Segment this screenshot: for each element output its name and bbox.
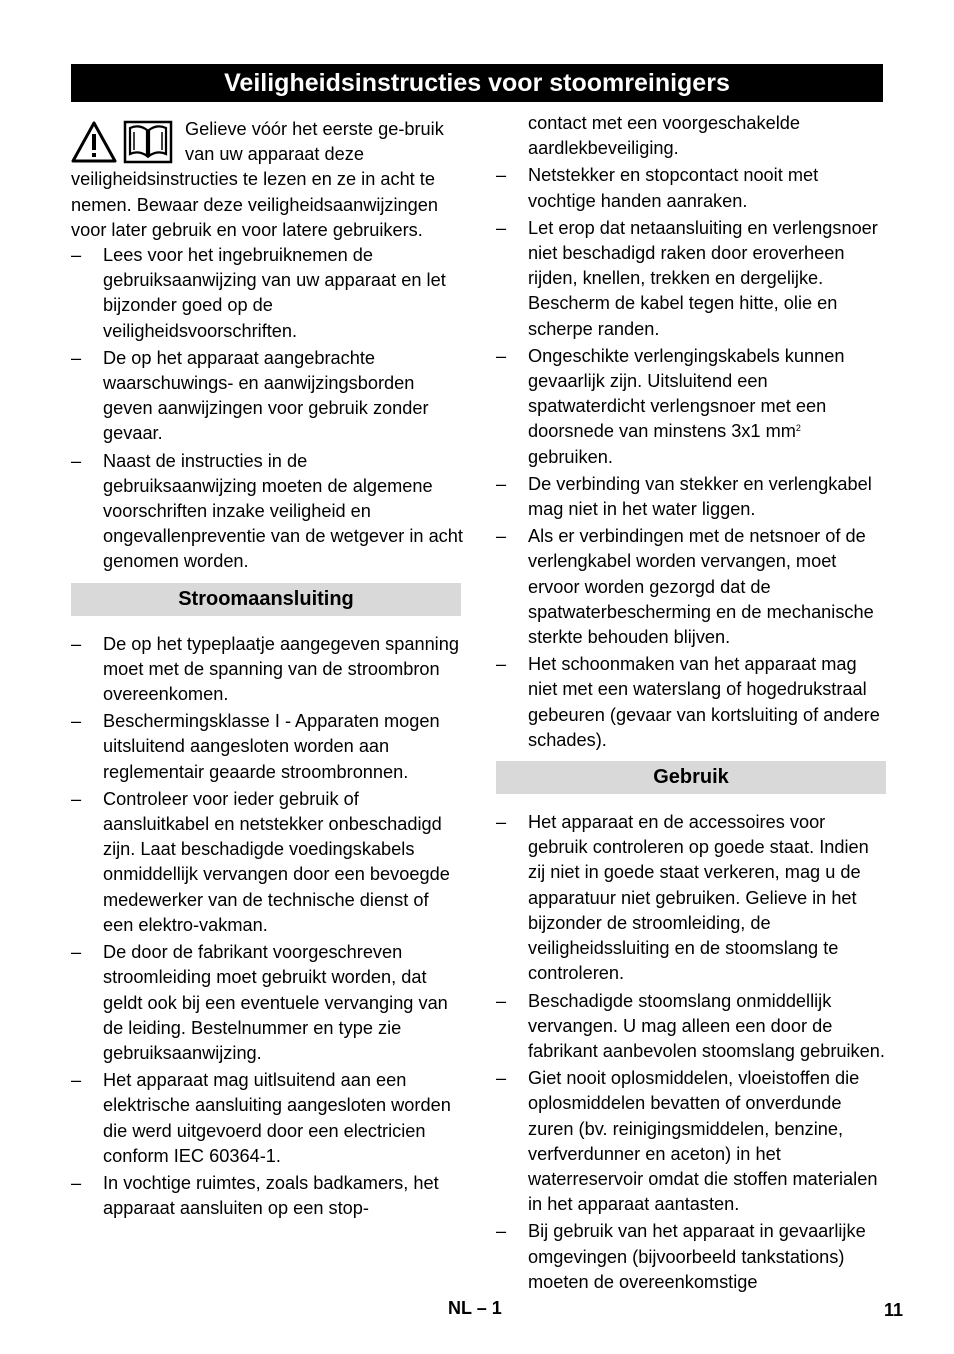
list-item-text: Het schoonmaken van het apparaat mag niet met een waterslang of hogedrukstraal gebeuren (gevaar van kortsluiting of andere schades). (528, 654, 880, 750)
footer-lang: NL (448, 1298, 472, 1318)
list-item (496, 652, 888, 753)
list-item (496, 163, 888, 213)
list-item (71, 709, 463, 785)
dash-marker: – (71, 450, 82, 471)
left-column (71, 117, 463, 1223)
list-item-text: Netstekker en stopcontact nooit met vochtige handen aanraken. (528, 165, 819, 211)
list-item (71, 243, 463, 344)
list-item (71, 940, 463, 1066)
intro-icons (71, 120, 175, 166)
warning-triangle-icon (71, 120, 117, 164)
dash-marker: – (496, 654, 507, 675)
list-item (496, 810, 888, 986)
list-item (496, 1066, 888, 1217)
list-item (71, 1171, 463, 1221)
list-item (71, 1068, 463, 1169)
dash-marker: – (496, 1068, 507, 1089)
list-item-text: contact met een voorgeschakelde aardlekbeveiliging. (528, 113, 800, 159)
list-item-text: De verbinding van stekker en verlengkabel mag niet in het water liggen. (528, 473, 872, 520)
list-item (496, 1219, 888, 1295)
list-item-text: Het apparaat en de accessoires voor gebruik controleren op goede staat. Indien zij niet in goede staat verkeren, mag u de apparatuur niet gebruiken. Gelieve in het bijzonder de stroomleiding, de veiligheidssluiting en de stoomslang te controleren. (528, 812, 869, 984)
list-item (496, 216, 888, 342)
dash-marker: – (71, 942, 82, 963)
list-item-text: Let erop dat netaansluiting en verlengsnoer niet beschadigd raken door eroverheen rijden, knellen, trekken en dergelijke. Bescherm de kabel tegen hitte, olie en scherpe randen. (528, 217, 878, 339)
intro-block (71, 117, 463, 243)
list-item-text: De door de fabrikant voorgeschreven stroomleiding moet gebruikt worden, dat geldt ook bij een eventuele vervanging van de leiding. Bestelnummer en type zie gebruiksaanwijzing. (103, 942, 448, 1063)
page-title: Veiligheidsinstructies voor stoomreinigers (71, 64, 883, 102)
dash-marker: – (496, 217, 507, 238)
section-heading-power: Stroomaansluiting (71, 583, 461, 616)
list-item-text: Controleer voor ieder gebruik of aansluitkabel en netstekker onbeschadigd zijn. Laat beschadigde voedingskabels onmiddellijk vervangen door een bevoegde medewerker van de technische dienst of een elektro-vakman. (103, 788, 450, 935)
dash-marker: – (71, 347, 82, 368)
dash-marker: – (496, 1221, 507, 1242)
list-item (496, 989, 888, 1065)
list-item-text: Bij gebruik van het apparaat in gevaarlijke omgevingen (bijvoorbeeld tankstations) moeten de overeenkomstige (528, 1221, 866, 1292)
superscript: 2 (795, 423, 801, 434)
list-item-text: Het apparaat mag uitlsuitend aan een elektrische aansluiting aangesloten worden die werd uitgevoerd door een electricien conform IEC 60364-1. (103, 1070, 451, 1166)
dash-marker: – (71, 245, 82, 266)
list-item (71, 787, 463, 938)
dash-marker: – (496, 473, 507, 494)
manual-book-icon (123, 120, 173, 164)
page-number: 11 (883, 1300, 903, 1320)
list-item (71, 632, 463, 708)
list-item (71, 346, 463, 447)
list-item-text: In vochtige ruimtes, zoals badkamers, het apparaat aansluiten op een stop- (103, 1172, 439, 1219)
dash-marker: – (71, 788, 82, 809)
dash-marker: – (71, 1172, 82, 1193)
dash-marker: – (71, 1070, 82, 1091)
list-item-text: Lees voor het ingebruiknemen de gebruiksaanwijzing van uw apparaat en let bijzonder goed op de veiligheidsvoorschriften. (103, 245, 446, 341)
list-item-text: De op het typeplaatje aangegeven spanning moet met de spanning van de stroombron overeenkomen. (103, 633, 459, 705)
list-item (496, 524, 888, 650)
list-item-text: Beschermingsklasse I - Apparaten mogen uitsluitend aangesloten worden aan reglementair geaarde stroombronnen. (103, 711, 440, 782)
dash-marker: – (496, 812, 507, 833)
footer-section-number: – 1 (476, 1298, 502, 1318)
list-item-text: De op het apparaat aangebrachte waarschuwings- en aanwijzingsborden geven aanwijzingen voor gebruik zonder gevaar. (103, 347, 429, 444)
footer-language-section (448, 1298, 502, 1319)
dash-marker: – (71, 633, 82, 654)
dash-marker: – (496, 526, 507, 547)
intro-text: Gelieve vóór het eerste ge-bruik van uw apparaat deze veiligheidsinstructies te lezen en ze in acht te nemen. Bewaar deze veiligheidsaanwijzingen voor later gebruik en voor latere gebruikers. (71, 119, 444, 240)
dash-marker: – (71, 711, 82, 732)
dash-marker: – (496, 990, 507, 1011)
list-item-text: Ongeschikte verlengingskabels kunnen gevaarlijk zijn. Uitsluitend een spatwaterdicht verlengsnoer met een doorsnede van minstens 3x1 $mm^2$ gebruiken. (528, 345, 845, 467)
list-item (71, 449, 463, 575)
list-item (496, 472, 888, 522)
list-item (496, 344, 888, 470)
section-heading-use: Gebruik (496, 761, 886, 794)
list-item-text: Beschadigde stoomslang onmiddellijk vervangen. U mag alleen een door de fabrikant aanbevolen stoomslang gebruiken. (528, 990, 885, 1061)
dash-marker: – (496, 165, 507, 186)
list-item-text: Als er verbindingen met de netsnoer of de verlengkabel worden vervangen, moet ervoor worden gezorgd dat de spatwaterbescherming en de mechanische sterkte behouden blijven. (528, 526, 874, 648)
right-column (496, 111, 888, 1297)
list-item-text: Naast de instructies in de gebruiksaanwijzing moeten de algemene voorschriften inzake veiligheid en ongevallenpreventie van de wetgever in acht genomen worden. (103, 450, 463, 572)
list-item-continued (496, 111, 888, 161)
dash-marker: – (496, 345, 507, 366)
list-item-text: Giet nooit oplosmiddelen, vloeistoffen die oplosmiddelen bevatten of onverdunde zuren (bv. reinigingsmiddelen, benzine, verfverdunner en aceton) in het waterreservoir omdat die stoffen materialen in het apparaat aantasten. (528, 1068, 878, 1215)
